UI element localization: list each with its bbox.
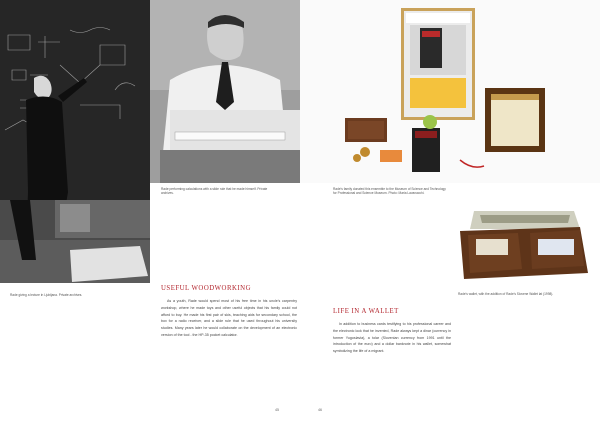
section-heading: LIFE IN A WALLET (333, 308, 399, 315)
caption-products: Rade's family donated this ensemble to the Museum of Science and Technology for Professional and Science Museum. Photo: Maria Lavanacchi. (333, 187, 446, 196)
page-number-right: 46 (318, 408, 322, 412)
photo-student-slide-rule (150, 0, 300, 183)
section-life-in-a-wallet (333, 308, 451, 355)
caption-wallet: Rade's wallet, with the addition of Rade's Slovene Wallet lat (1998). (458, 292, 554, 296)
page-number-left: 45 (275, 408, 279, 412)
photo-lecture-desk (0, 200, 150, 283)
section-body (333, 321, 451, 355)
section-body-text: As a youth, Rade would spend most of his free time in his uncle's carpentry workshop, where he made toys and other useful objects that his family could not afford to buy. He made his first pair of skis, teaching aids for secondary school, the box for a radio receiver, and a slide rule that he used throughout his university studies. Many years later he would collaborate on the development of an electronic version of the tool - the HP-35 pocket calculator. (161, 299, 297, 337)
caption-blackboard: Rade giving a lecture in Ljubljana. Private archives. (10, 293, 83, 297)
section-body-text: In addition to business cards testifying to his professional career and the electronic lock that he invented, Rade always kept a dinar (currency in former Yugoslavia), a tolar (Slovenian currency from 1991 until the introduction of the euro) and a dollar banknote in his wallet, somewhat symbolizing the life of a migrant. (333, 322, 451, 353)
photo-wallet-banknotes (450, 183, 600, 287)
photo-calculator-ensemble (300, 0, 600, 183)
section-heading: USEFUL WOODWORKING (161, 285, 251, 292)
section-useful-woodworking (161, 285, 297, 339)
caption-student: Rade performing calculations with a slide rule that he made himself. Private archives. (161, 187, 268, 196)
section-body (161, 298, 297, 339)
